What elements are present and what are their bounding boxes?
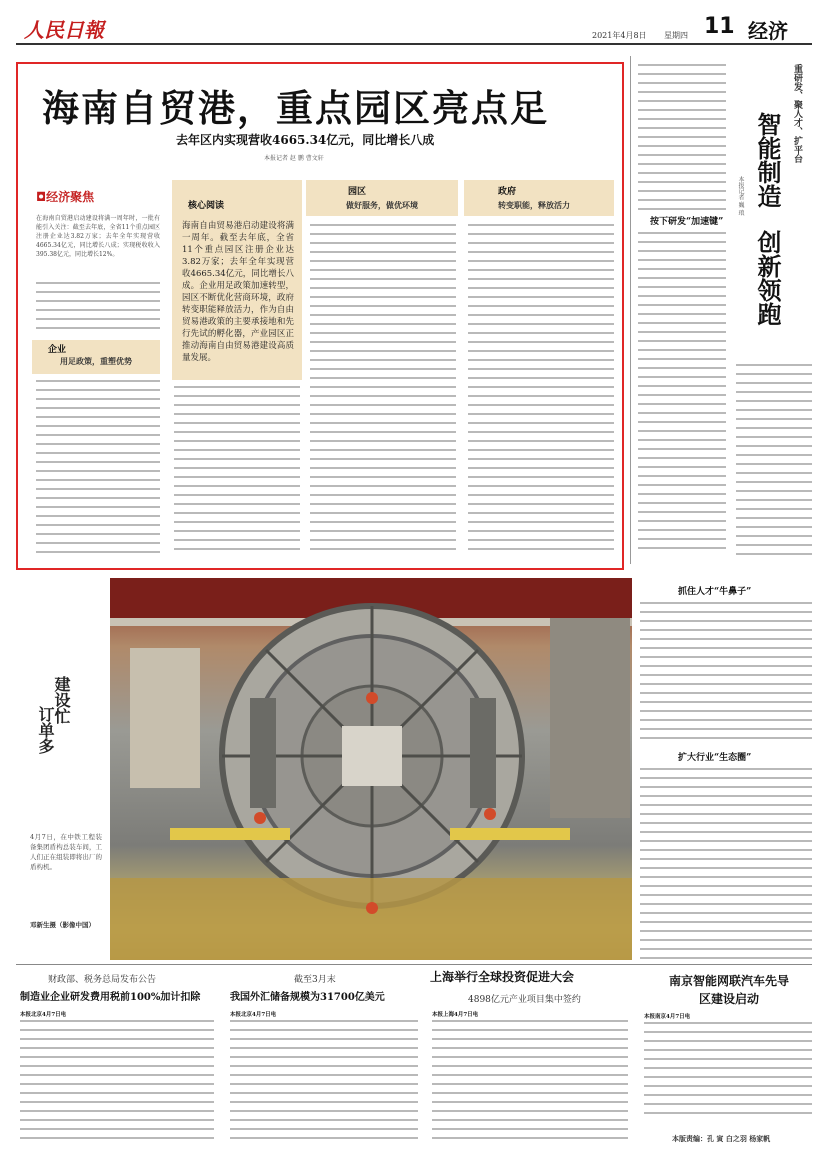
- right-col-c-text: [736, 364, 812, 562]
- tunnel-boring-machine-photo: [110, 578, 632, 960]
- bottom-1-kicker: 财政部、税务总局发布公告: [48, 975, 157, 985]
- footer-editors: 本版责编：孔 寅 白之羽 杨家帆: [672, 1134, 771, 1143]
- right-headline-b: 创新领跑: [753, 230, 782, 326]
- right-col-d-text: [640, 602, 812, 740]
- photo-illustration: [110, 578, 632, 960]
- bottom-2-dateline: 本报北京4月7日电: [230, 1012, 277, 1018]
- lead-intro: 在海南自贸港启动建设将满一周年时，一批有能引入关注：截至去年底，全省11个重点园区注册企业达3.82万家；去年全年实现营收4665.34亿元，同比增长八成；实现税收收入395.38亿元，同比增长12%。: [36, 215, 160, 258]
- photo-title-a: 建设忙: [52, 676, 71, 724]
- lead-col3-text: [310, 224, 456, 560]
- right-col-a-text: [638, 64, 726, 220]
- masthead-rule: [16, 43, 812, 45]
- page-number: 11: [704, 14, 735, 39]
- lead-sub1-sub: 用足政策，重塑优势: [60, 356, 132, 366]
- right-col-b-text: [638, 232, 726, 562]
- lead-sub2-sub: 做好服务，做优环境: [346, 200, 418, 210]
- bottom-4-headline: 南京智能网联汽车先导区建设启动: [668, 974, 789, 1006]
- right-headline-a: 智能制造: [753, 112, 782, 208]
- lead-sub2-title: 园区: [348, 187, 367, 197]
- lead-tag-label: 经济聚焦: [46, 190, 95, 204]
- lead-tag: [36, 188, 94, 205]
- bottom-3-text: [432, 1020, 628, 1144]
- summary-title: 核心阅读: [188, 201, 225, 211]
- right-column-divider: [630, 56, 631, 564]
- bottom-3-subhead: 4898亿元产业项目集中签约: [468, 995, 581, 1005]
- summary-text: 海南自由贸易港启动建设将满一周年。截至去年底，全省11个重点园区注册企业达3.82万家；去年全年实现营收4665.34亿元，同比增长八成。企业用足政策加速转型，园区不断优化营商环境，政府转变职能释放活力，作为自由贸易港政策的主要承接地和先行先试的孵化器，产业园区正推动海南自由贸易港建设高质量发展。: [182, 221, 294, 363]
- photo-caption: 4月7日，在中铁工程装备集团盾构总装车间，工人们正在组装即将出厂的盾构机。: [30, 833, 102, 871]
- lead-col1-text: [36, 282, 160, 330]
- photo-credit: 邓新生摄（影像中国）: [30, 921, 95, 929]
- bottom-1-dateline: 本报北京4月7日电: [20, 1012, 67, 1018]
- lead-sub3-title: 政府: [498, 187, 517, 197]
- bottom-4-dateline: 本报南京4月7日电: [644, 1014, 691, 1020]
- bottom-3-dateline: 本报上海4月7日电: [432, 1012, 479, 1018]
- lead-sub3-sub: 转变职能，释放活力: [498, 200, 570, 210]
- right-byline: 本报记者 巍 琅: [737, 176, 744, 216]
- lead-col4-text: [468, 224, 614, 560]
- section-name: 经济: [748, 19, 788, 43]
- bottom-2-headline: 我国外汇储备规模为31700亿美元: [230, 992, 385, 1003]
- lead-col2-text: [174, 386, 300, 562]
- lead-sub1-title: 企业: [48, 345, 67, 355]
- right-sub3: 扩大行业“生态圈”: [678, 753, 752, 763]
- right-sub2: 抓住人才“牛鼻子”: [678, 587, 752, 597]
- lead-subhead: 去年区内实现营收4665.34亿元，同比增长八成: [176, 133, 435, 147]
- right-col-e-text: [640, 768, 812, 962]
- masthead-weekday: 星期四: [664, 31, 688, 40]
- bottom-4-text: [644, 1022, 812, 1122]
- lead-byline: 本报记者 赵 鹏 曹文轩: [264, 155, 324, 162]
- right-kicker: 重研发、聚人才、扩平台: [792, 64, 802, 163]
- bottom-3-headline: 上海举行全球投资促进大会: [430, 970, 575, 984]
- tag-icon: ◘: [36, 190, 47, 204]
- bottom-1-headline: 制造业企业研发费用税前100%加计扣除: [20, 992, 201, 1003]
- bottom-row-rule: [16, 964, 812, 965]
- photo-title-b: 订单多: [36, 706, 55, 754]
- bottom-2-kicker: 截至3月末: [294, 975, 336, 985]
- bottom-2-text: [230, 1020, 418, 1144]
- bottom-1-text: [20, 1020, 214, 1144]
- lead-headline: 海南自贸港，重点园区亮点足: [42, 87, 549, 130]
- masthead-logo: 人民日報: [24, 18, 104, 42]
- right-sub1: 按下研发“加速键”: [650, 217, 724, 227]
- lead-col1-text-b: [36, 380, 160, 560]
- masthead-date: 2021年4月8日: [592, 31, 647, 40]
